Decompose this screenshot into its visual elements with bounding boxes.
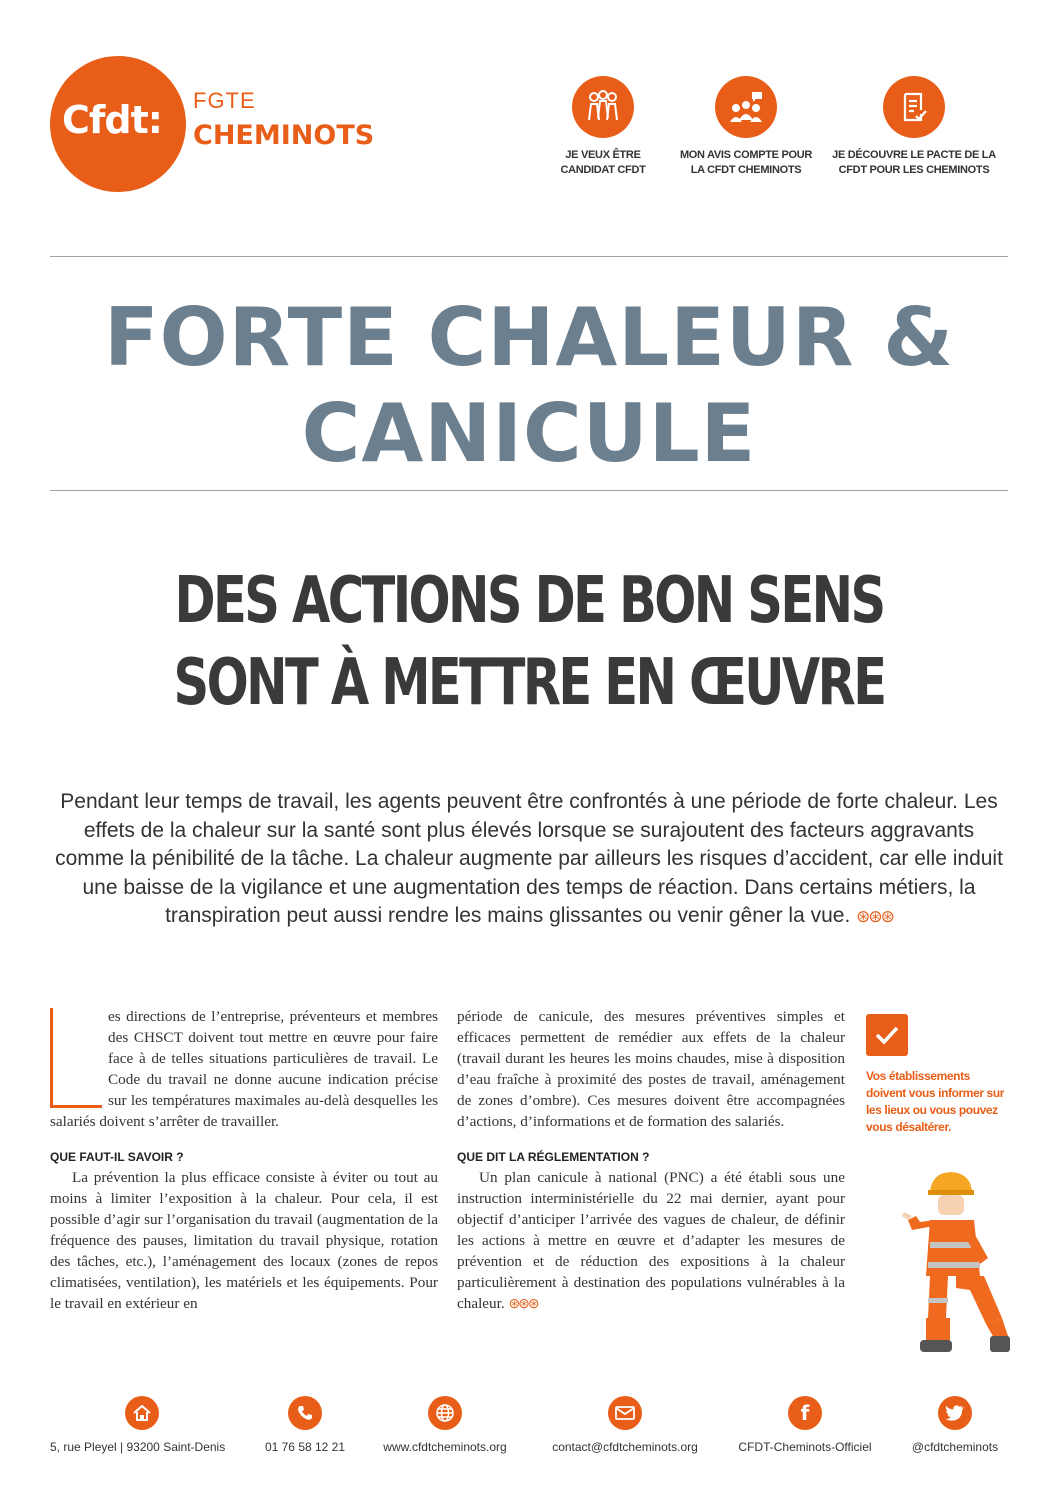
section-heading-2: QUE DIT LA RÉGLEMENTATION ?: [457, 1150, 650, 1164]
mail-icon: [608, 1396, 642, 1430]
title-line1: FORTE CHALEUR &: [103, 291, 955, 384]
railway-worker-illustration: [890, 1168, 1010, 1356]
logo-text: Cfdt:: [62, 98, 162, 142]
email-text: contact@cfdtcheminots.org: [552, 1440, 698, 1454]
article-column-1: [50, 1006, 438, 1314]
action-opinion-label: MON AVIS COMPTE POUR LA CFDT CHEMINOTS: [679, 149, 813, 176]
phone-icon: [288, 1396, 322, 1430]
facebook-icon: f: [788, 1396, 822, 1430]
lead-paragraph: es directions de l’entreprise, préventeurs et membres des CHSCT doivent tout mettre en œuvre pour faire face à de telles situations particulières de travail. Le Code du travail ne donne aucune indication précise sur les températures maximales au-delà desquelles les salariés doivent s’arrêter de travailler.: [50, 1008, 438, 1130]
action-candidate-label: JE VEUX ÊTRE CANDIDAT CFDT: [560, 149, 646, 176]
speech-group-icon: [715, 76, 777, 138]
phone-text: 01 76 58 12 21: [264, 1440, 346, 1454]
intro-text: Pendant leur temps de travail, les agents peuvent être confrontés à une période de forte chaleur. Les effets de la chaleur sur la santé sont plus élevés lorsque se surajoutent des facteurs aggravants comme la pénibilité de la tâche. La chaleur augmente par ailleurs les risques d’accident, car elle induit une baisse de la vigilance et une augmentation des temps de réaction. Dans certains métiers, la transpiration peut aussi rendre les mains glissantes ou venir gêner la vue.: [55, 790, 1003, 927]
article-column-2: [457, 1006, 845, 1314]
org-name-line1: FGTE: [193, 88, 256, 113]
action-pact-label: JE DÉCOUVRE LE PACTE DE LA CFDT POUR LES CHEMINOTS: [832, 149, 996, 176]
footer-facebook[interactable]: [725, 1396, 885, 1454]
subheadline: [74, 560, 984, 724]
footer-phone[interactable]: [255, 1396, 355, 1454]
continue-arrows-icon: ⊛⊛⊛: [856, 907, 893, 926]
footer-website[interactable]: [370, 1396, 520, 1454]
subhead-line2: SONT À METTRE EN ŒUVRE: [173, 646, 885, 720]
subhead-line1: DES ACTIONS DE BON SENS: [174, 564, 884, 638]
dropcap-l-icon: [50, 1008, 102, 1108]
end-arrows-icon: ⊛⊛⊛: [508, 1295, 538, 1311]
title-line2: CANICULE: [301, 387, 757, 480]
facebook-text: CFDT-Cheminots-Officiel: [738, 1440, 872, 1454]
section-heading-1: QUE FAUT-IL SAVOIR ?: [50, 1150, 184, 1164]
section-2-text: [457, 1167, 845, 1314]
section-1-text: La prévention la plus efficace consiste à éviter ou tout au moins à limiter l’exposition à la chaleur. Pour cela, il est possible d’agir sur l’organisation du travail (augmentation de la fréquence des pauses, limitation du travail physique, rotation des tâches, etc.), l’aménagement des locaux (zones de repos climatisées, ventilation), les matériels et les équipements. Pour le travail en extérieur en: [50, 1169, 438, 1312]
org-name-line2: CHEMINOTS: [193, 120, 375, 151]
address-text: 5, rue Pleyel | 93200 Saint-Denis: [50, 1440, 226, 1454]
section-2-body: Un plan canicule à national (PNC) a été établi sous une instruction interministérielle du 22 mai dernier, ayant pour objectif d’anticiper l’arrivée des vagues de chaleur, de définir les actions à mettre en œuvre et d’adapter les mesures de prévention et de réduction des expositions à la chaleur particulièrement à destination des populations vulnérables à la chaleur.: [457, 1169, 845, 1312]
action-pact[interactable]: [829, 76, 999, 178]
website-text: www.cfdtcheminots.org: [383, 1440, 507, 1454]
checkmark-icon: [866, 1014, 908, 1056]
checklist-document-icon: [883, 76, 945, 138]
divider-bottom: [50, 490, 1008, 491]
divider-top: [50, 256, 1008, 257]
page-title: [0, 290, 1058, 482]
column-2-continued-text: période de canicule, des mesures préventives simples et efficaces permettent de remédier aux effets de la chaleur (travail durant les heures les moins chaudes, mise à disposition d’eau fraîche à proximité des postes de travail, aménagement de zones d’ombre). Ces mesures doivent être accompagnées d’actions, d’informations et de formation des salariés.: [457, 1008, 845, 1130]
twitter-text: @cfdtcheminots: [911, 1440, 999, 1454]
action-opinion[interactable]: [661, 76, 831, 178]
footer-email[interactable]: [540, 1396, 710, 1454]
globe-icon: [428, 1396, 462, 1430]
footer-twitter[interactable]: [900, 1396, 1010, 1454]
side-note: Vos établissements doivent vous informer sur les lieux ou vous pouvez vous désaltérer.: [866, 1069, 1005, 1134]
people-group-icon: [572, 76, 634, 138]
footer-address: [50, 1396, 230, 1454]
home-icon: [125, 1396, 159, 1430]
intro-paragraph: [50, 788, 1008, 932]
twitter-icon: [938, 1396, 972, 1430]
